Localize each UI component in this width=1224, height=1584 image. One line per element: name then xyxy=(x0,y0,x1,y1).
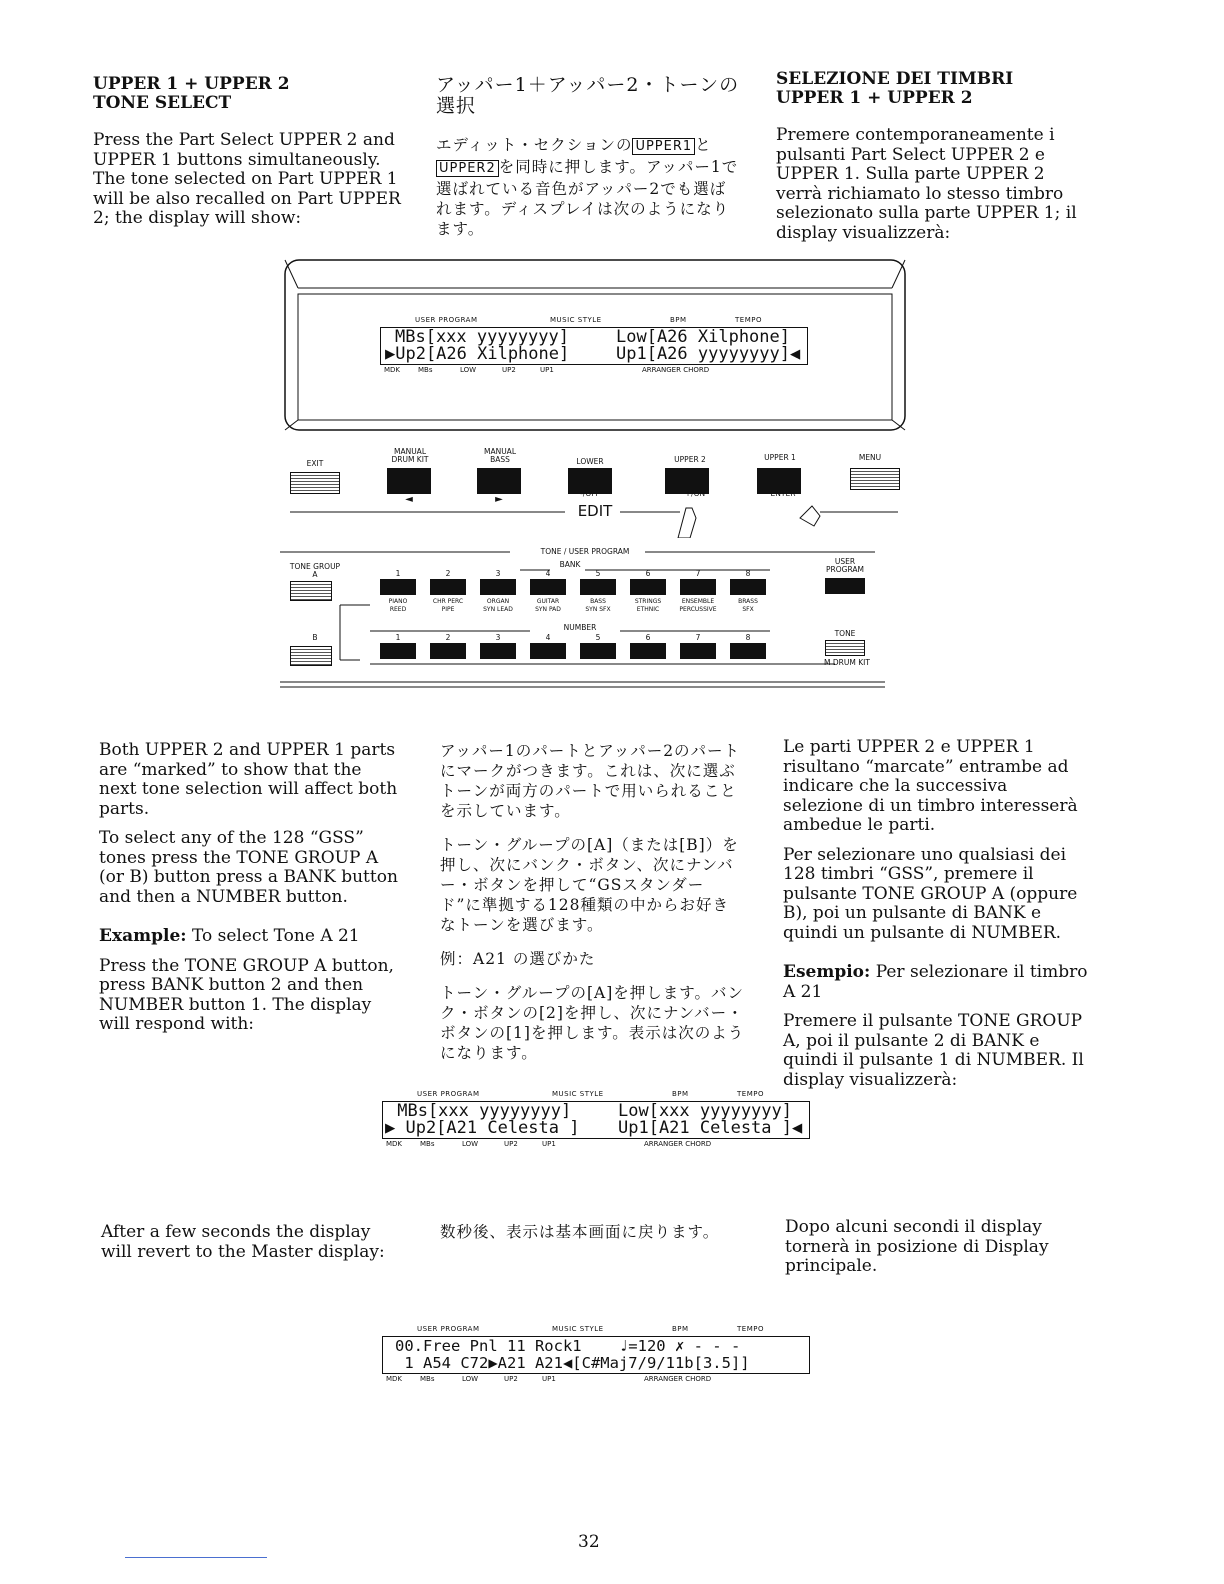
paragraph-jp-5: 数秒後、表示は基本画面に戻ります。 xyxy=(440,1223,720,1241)
paragraph-it-2: Le parti UPPER 2 e UPPER 1 risultano “marcate” entrambe ad indicare che la successiva selezione di un timbro interesserà ambedue le parti. xyxy=(783,737,1078,835)
paragraph-it-1: Premere contemporaneamente i pulsanti Part Select UPPER 2 e UPPER 1. Sulla parte UPPER 2 verrà richiamato lo stesso timbro selezionato sulla parte UPPER 1; il display visualizzerà: xyxy=(776,125,1077,243)
enter-label: ENTER xyxy=(770,489,796,498)
paragraph-jp-2: アッパー1のパートとアッパー2のパートにマークがつきます。これは、次に選ぶトーンが両方のパートで用いられることを示しています。 xyxy=(440,742,741,820)
japanese-column-top xyxy=(436,75,741,249)
page-number: 32 xyxy=(578,1532,600,1552)
tone-button[interactable] xyxy=(825,640,865,656)
japanese-column-bottom xyxy=(440,1222,745,1252)
paragraph-it-5: Dopo alcuni secondi il display tornerà in posizione di Display principale. xyxy=(785,1217,1049,1276)
edit-label: EDIT xyxy=(577,502,613,520)
japanese-column-middle xyxy=(440,741,745,1073)
lcd-line-1-left: MBs[xxx yyyyyyyy] xyxy=(395,327,569,347)
example-en: Example: To select Tone A 21 xyxy=(99,926,360,946)
paragraph-en-3: To select any of the 128 “GSS” tones press the TONE GROUP A (or B) button press a BANK button and then a NUMBER button. xyxy=(99,828,398,907)
manual-drum-kit-button[interactable] xyxy=(387,468,431,494)
number-button-7[interactable] xyxy=(680,643,716,659)
tone-group-a-button[interactable] xyxy=(290,581,332,601)
lcd-screen-2: MBs[xxx yyyyyyyy] Low[xxx yyyyyyyy] ▶ Up2[A21 Celesta ] Up1[A21 Celesta ]◀ xyxy=(382,1101,810,1139)
bank-button-1[interactable] xyxy=(380,579,416,595)
heading-jp: アッパー1＋アッパー2・トーンの 選択 xyxy=(436,74,740,117)
example-it: Esempio: Per selezionare il timbro A 21 xyxy=(783,962,1088,1002)
plus-on-label: +/ON xyxy=(684,489,706,498)
english-column-top xyxy=(93,75,403,239)
upper1-label: UPPER 1 xyxy=(764,453,796,462)
tone-user-program-label: TONE / USER PROGRAM xyxy=(540,547,630,556)
bank-button-3[interactable] xyxy=(480,579,516,595)
italian-column-middle xyxy=(783,738,1088,1100)
bank-button-5[interactable] xyxy=(580,579,616,595)
m-drum-kit-label: M DRUM KIT xyxy=(824,658,870,667)
lcd-display-1: USER PROGRAM MUSIC STYLE BPM TEMPO MBs[xxx yyyyyyyy] Low[A26 Xilphone] ▶Up2[A26 Xilphone] Up1[A26 yyyyyyyy]◀ MDK MBs LOW UP2 UP1 ARRANGER CHORD xyxy=(380,316,808,375)
manual-bass-button[interactable] xyxy=(477,468,521,494)
lcd-tempo-label: TEMPO xyxy=(735,316,762,324)
upper2-key-label: UPPER2 xyxy=(436,160,499,177)
lcd-display-2: USER PROGRAM MUSIC STYLE BPM TEMPO MBs[xxx yyyyyyyy] Low[xxx yyyyyyyy] ▶ Up2[A21 Celesta ] Up1[A21 Celesta ]◀ MDK MBs LOW UP2 UP1 ARRANGER CHORD xyxy=(382,1090,810,1149)
heading-en: UPPER 1 + UPPER 2 TONE SELECT xyxy=(93,74,290,113)
bank-button-4[interactable] xyxy=(530,579,566,595)
lcd-display-3: USER PROGRAM MUSIC STYLE BPM TEMPO 00.Free Pnl 11 Rock1 ♩=120 ✗ - - - 1 A54 C72▶A21 A21◀[C#Maj7/9/11b[3.5]] MDK MBs LOW UP2 UP1 ARRANGER CHORD xyxy=(382,1325,810,1384)
footer-rule xyxy=(125,1557,267,1558)
manual-bass-label: MANUAL BASS xyxy=(483,447,516,464)
lcd-screen-3: 00.Free Pnl 11 Rock1 ♩=120 ✗ - - - 1 A54 C72▶A21 A21◀[C#Maj7/9/11b[3.5]] xyxy=(382,1336,810,1374)
panel-figure xyxy=(280,258,910,698)
paragraph-jp-1: エディット・セクションの UPPER1 とUPPER2 を同時に押します。アッパー1で選ばれている音色がアッパー2でも選ばれます。ディスプレイは次のようになります。 xyxy=(436,136,739,238)
english-column-bottom xyxy=(101,1223,406,1272)
menu-button[interactable] xyxy=(850,468,900,490)
lcd-music-style-label: MUSIC STYLE xyxy=(550,316,602,324)
lcd-line-2-left: ▶Up2[A26 Xilphone] xyxy=(385,344,570,364)
bank-button-2[interactable] xyxy=(430,579,466,595)
paragraph-jp-3: トーン・グループの[A]（または[B]）を押し、次にバンク・ボタン、次にナンバー・ボタンを押して“GSスタンダード”に準拠する128種類の中からお好きなトーンを選びます。 xyxy=(440,836,739,934)
paragraph-en-2: Both UPPER 2 and UPPER 1 parts are “marked” to show that the next tone selection will affect both parts. xyxy=(99,740,398,819)
paragraph-jp-4: トーン・グループの[A]を押します。バンク・ボタンの[2]を押し、次にナンバー・ボタンの[1]を押します。表示は次のようになります。 xyxy=(440,984,745,1062)
number-button-8[interactable] xyxy=(730,643,766,659)
user-program-button[interactable] xyxy=(825,578,865,594)
bank-label: BANK xyxy=(559,560,581,569)
minus-off-label: -/OFF xyxy=(580,489,600,498)
tone-group-label: TONE GROUP xyxy=(289,562,341,571)
upper2-label: UPPER 2 xyxy=(674,455,706,464)
number-button-2[interactable] xyxy=(430,643,466,659)
group-b-label: B xyxy=(312,633,318,642)
paragraph-en-4: Press the TONE GROUP A button, press BANK button 2 and then NUMBER button 1. The display will respond with: xyxy=(99,955,394,1034)
upper1-key-label: UPPER1 xyxy=(632,138,695,155)
right-arrow-icon: ► xyxy=(495,494,503,505)
number-button-6[interactable] xyxy=(630,643,666,659)
bank-button-8[interactable] xyxy=(730,579,766,595)
user-program-label: USER PROGRAM xyxy=(826,557,864,574)
tone-label: TONE xyxy=(834,629,856,638)
number-button-4[interactable] xyxy=(530,643,566,659)
paragraph-it-4: Premere il pulsante TONE GROUP A, poi il pulsante 2 di BANK e quindi il pulsante 1 di NUMBER. Il display visualizzerà: xyxy=(783,1011,1084,1090)
lcd-user-program-label: USER PROGRAM xyxy=(415,316,478,324)
number-button-3[interactable] xyxy=(480,643,516,659)
bank-button-6[interactable] xyxy=(630,579,666,595)
number-button-row: 1 2 3 4 5 6 7 8 xyxy=(380,634,780,664)
left-arrow-icon: ◄ xyxy=(405,494,413,505)
example-jp: 例：A21 の選びかた xyxy=(440,950,596,968)
tone-group-b-button[interactable] xyxy=(290,646,332,666)
number-button-1[interactable] xyxy=(380,643,416,659)
bank-button-7[interactable] xyxy=(680,579,716,595)
italian-column-bottom xyxy=(785,1218,1090,1287)
exit-button[interactable] xyxy=(290,472,340,494)
lcd-screen xyxy=(380,327,808,365)
exit-label: EXIT xyxy=(306,459,324,468)
lower-label: LOWER xyxy=(576,457,604,466)
number-button-5[interactable] xyxy=(580,643,616,659)
bank-button-row: 1 2 3 4 5 6 7 8 PIANO CHR PERC ORGAN GUITAR BASS STRINGS ENSEMBLE BRASS REED PIPE SYN LEAD SYN PAD SYN SFX ETHNIC PERCUSSIVE SFX xyxy=(380,570,780,620)
italian-column-top xyxy=(776,70,1081,253)
heading-it: SELEZIONE DEI TIMBRI UPPER 1 + UPPER 2 xyxy=(776,69,1014,108)
manual-drum-kit-label: MANUAL DRUM KIT xyxy=(391,447,429,464)
menu-label: MENU xyxy=(858,453,882,462)
number-label: NUMBER xyxy=(563,623,597,632)
group-a-label: A xyxy=(312,570,318,579)
paragraph-en-5: After a few seconds the display will revert to the Master display: xyxy=(101,1222,385,1262)
english-column-middle xyxy=(99,741,404,1045)
lcd-line-2-right: Up1[A26 yyyyyyyy]◀ xyxy=(616,344,801,364)
lcd-bpm-label: BPM xyxy=(670,316,687,324)
paragraph-it-3: Per selezionare uno qualsiasi dei 128 timbri “GSS”, premere il pulsante TONE GROUP A (oppure B), poi un pulsante di BANK e quindi un pulsante di NUMBER. xyxy=(783,844,1078,943)
paragraph-en-1: Press the Part Select UPPER 2 and UPPER 1 buttons simultaneously. The tone selected on Part UPPER 1 will be also recalled on Part UPPER 2; the display will show: xyxy=(93,130,401,228)
lcd-line-1-right: Low[A26 Xilphone] xyxy=(616,327,790,347)
